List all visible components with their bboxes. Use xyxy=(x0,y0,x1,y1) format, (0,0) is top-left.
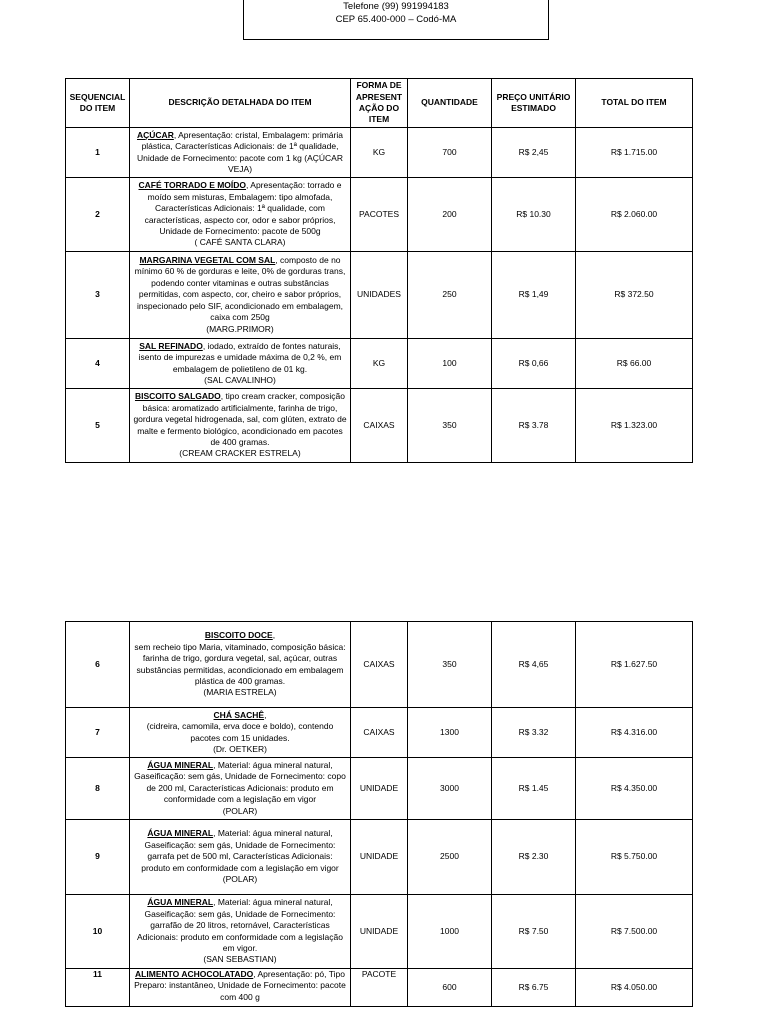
item-brand: ( CAFÉ SANTA CLARA) xyxy=(194,237,286,248)
cell-qty: 700 xyxy=(408,128,492,178)
cell-desc xyxy=(130,389,351,463)
cell-price: R$ 4,65 xyxy=(492,622,576,708)
item-brand: (POLAR) xyxy=(222,805,258,816)
cell-total: R$ 1.323.00 xyxy=(576,389,693,463)
items-table-1 xyxy=(65,78,693,463)
cell-qty: 200 xyxy=(408,178,492,252)
table-row xyxy=(66,128,693,178)
item-desc: , Apresentação: cristal, Embalagem: primária plástica, Características Adicionais: de 1ª qualidade, Unidade de Fornecimento: pacote com 1 kg (AÇÚCAR VEJA) xyxy=(137,129,343,174)
item-desc: , composto de no mínimo 60 % de gorduras e leite, 0% de gorduras trans, podendo conter vitaminas e outras substâncias permitidas, com aspecto, cor, cheiro e sabor próprios, inspecionado pelo SIF, acondicionado em embalagem, caixa com 250g xyxy=(134,255,346,323)
cell-qty: 250 xyxy=(408,252,492,339)
cell-seq: 3 xyxy=(66,252,130,339)
items-table-2 xyxy=(65,621,693,1007)
item-desc: , xyxy=(272,630,276,641)
cell-price: R$ 0,66 xyxy=(492,339,576,389)
item-brand: (MARG.PRIMOR) xyxy=(206,323,274,334)
cell-total: R$ 66.00 xyxy=(576,339,693,389)
table-row xyxy=(66,622,693,708)
table-row xyxy=(66,252,693,339)
cell-desc xyxy=(130,178,351,252)
item-desc: , Material: água mineral natural, Gaseificação: sem gás, Unidade de Fornecimento: garrafão de 20 litros, retornável, Características Adicionais: produto em conformidade com a legislação em vigor. xyxy=(136,897,343,953)
item-brand: (SAL CAVALINHO) xyxy=(204,374,276,385)
cell-seq: 10 xyxy=(66,895,130,969)
item-brand: (POLAR) xyxy=(222,874,258,885)
item-name: ÁGUA MINERAL xyxy=(147,759,214,770)
cell-desc xyxy=(130,758,351,820)
cell-qty: 1000 xyxy=(408,895,492,969)
cell-desc xyxy=(130,128,351,178)
cell-desc xyxy=(130,622,351,708)
table-header-row xyxy=(66,79,693,128)
item-name: ÁGUA MINERAL xyxy=(147,897,214,908)
cell-seq: 6 xyxy=(66,622,130,708)
item-name: MARGARINA VEGETAL COM SAL xyxy=(139,255,276,266)
item-name: AÇÚCAR xyxy=(137,129,174,140)
cell-form: UNIDADE xyxy=(351,820,408,895)
table-row xyxy=(66,339,693,389)
cell-form: KG xyxy=(351,128,408,178)
cell-price: R$ 3.32 xyxy=(492,708,576,758)
cell-qty: 3000 xyxy=(408,758,492,820)
item-desc-extra: sem recheio tipo Maria, vitaminado, composição básica: farinha de trigo, gordura vegetal, sal, açúcar, outras substâncias permitidas, acondicionado em embalagem plástica de 400 gramas. xyxy=(134,641,346,686)
cell-form: UNIDADE xyxy=(351,758,408,820)
item-brand: (SAN SEBASTIAN) xyxy=(203,954,277,965)
table-row xyxy=(66,820,693,895)
item-name: BISCOITO SALGADO xyxy=(134,391,221,402)
cell-qty: 350 xyxy=(408,622,492,708)
cell-total: R$ 4.350.00 xyxy=(576,758,693,820)
cell-seq: 1 xyxy=(66,128,130,178)
cell-qty: 600 xyxy=(408,969,492,1007)
cell-form: KG xyxy=(351,339,408,389)
cell-price: R$ 3.78 xyxy=(492,389,576,463)
cell-qty: 2500 xyxy=(408,820,492,895)
table-row xyxy=(66,178,693,252)
col-header-form: FORMA DE APRESENT AÇÃO DO ITEM xyxy=(351,79,408,128)
cell-form: PACOTE xyxy=(351,969,408,1007)
item-desc: , Material: água mineral natural, Gaseificação: sem gás, Unidade de Fornecimento: copo de 200 ml, Características Adicionais: produto em conformidade com a legislação em vigor xyxy=(134,759,346,805)
cell-total: R$ 7.500.00 xyxy=(576,895,693,969)
cell-form: UNIDADES xyxy=(351,252,408,339)
cell-desc xyxy=(130,969,351,1007)
item-desc: , iodado, extraído de fontes naturais, isento de impurezas e umidade máxima de 0,2 %, em embalagem de polietileno de 01 kg. xyxy=(138,340,342,374)
cell-seq: 9 xyxy=(66,820,130,895)
header-box xyxy=(243,0,549,40)
item-brand: (MARIA ESTRELA) xyxy=(203,687,277,698)
cell-form: CAIXAS xyxy=(351,708,408,758)
item-name: CAFÉ TORRADO E MOÍDO xyxy=(138,180,247,191)
item-desc: , tipo cream cracker, composição básica: aromatizado artificialmente, farinha de trigo, gordura vegetal hidrogenada, sal, com glúten, extrato de malte e fermento biológico, acondicionado em pacotes de 400 gramas. xyxy=(133,391,347,447)
cell-seq: 7 xyxy=(66,708,130,758)
cell-price: R$ 2.30 xyxy=(492,820,576,895)
cell-qty: 100 xyxy=(408,339,492,389)
cell-price: R$ 2,45 xyxy=(492,128,576,178)
cell-desc xyxy=(130,820,351,895)
table-row xyxy=(66,895,693,969)
item-desc: , Material: água mineral natural, Gaseificação: sem gás, Unidade de Fornecimento: garrafa pet de 500 ml, Características Adicionais: produto em conformidade com a legislação em vigor xyxy=(141,828,339,873)
cell-form: UNIDADE xyxy=(351,895,408,969)
table-row xyxy=(66,708,693,758)
col-header-desc: DESCRIÇÃO DETALHADA DO ITEM xyxy=(130,79,351,128)
cell-qty: 350 xyxy=(408,389,492,463)
cell-form: CAIXAS xyxy=(351,622,408,708)
cell-total: R$ 5.750.00 xyxy=(576,820,693,895)
item-name: CHÁ SACHÊ xyxy=(213,709,265,720)
cell-form: CAIXAS xyxy=(351,389,408,463)
cell-seq: 4 xyxy=(66,339,130,389)
cell-total: R$ 2.060.00 xyxy=(576,178,693,252)
cell-seq: 2 xyxy=(66,178,130,252)
cell-desc xyxy=(130,252,351,339)
item-desc-extra: (cidreira, camomila, erva doce e boldo), contendo pacotes com 15 unidades. xyxy=(146,721,334,743)
header-cep: CEP 65.400-000 – Codó-MA xyxy=(335,14,457,25)
header-phone: Telefone (99) 991994183 xyxy=(343,1,449,12)
cell-seq: 8 xyxy=(66,758,130,820)
item-brand: (CREAM CRACKER ESTRELA) xyxy=(179,448,301,459)
table-row xyxy=(66,389,693,463)
item-desc: , Apresentação: torrado e moído sem misturas, Embalagem: tipo almofada, Características Adicionais: 1ª qualidade, com características, aspecto cor, odor e sabor próprios, Unidade de Fornecimento: pacote de 500g xyxy=(144,180,342,236)
item-desc: , Apresentação: pó, Tipo Preparo: instantâneo, Unidade de Fornecimento: pacote com 400 g xyxy=(134,969,346,1002)
col-header-total: TOTAL DO ITEM xyxy=(576,79,693,128)
col-header-unit-price: PREÇO UNITÁRIO ESTIMADO xyxy=(492,79,576,128)
cell-seq: 11 xyxy=(66,969,130,1007)
cell-desc xyxy=(130,895,351,969)
item-name: BISCOITO DOCE xyxy=(204,630,273,641)
item-desc: , xyxy=(264,709,267,720)
cell-desc xyxy=(130,339,351,389)
cell-price: R$ 1,49 xyxy=(492,252,576,339)
col-header-seq: SEQUENCIAL DO ITEM xyxy=(66,79,130,128)
cell-total: R$ 1.715.00 xyxy=(576,128,693,178)
table-row xyxy=(66,969,693,1007)
cell-qty: 1300 xyxy=(408,708,492,758)
table-row xyxy=(66,758,693,820)
item-name: ÁGUA MINERAL xyxy=(147,828,214,839)
cell-desc xyxy=(130,708,351,758)
cell-total: R$ 372.50 xyxy=(576,252,693,339)
item-brand: (Dr. OETKER) xyxy=(213,743,267,754)
cell-price: R$ 6.75 xyxy=(492,969,576,1007)
cell-form: PACOTES xyxy=(351,178,408,252)
item-name: SAL REFINADO xyxy=(139,340,203,351)
cell-price: R$ 10.30 xyxy=(492,178,576,252)
cell-total: R$ 4.050.00 xyxy=(576,969,693,1007)
cell-total: R$ 1.627.50 xyxy=(576,622,693,708)
cell-price: R$ 7.50 xyxy=(492,895,576,969)
cell-seq: 5 xyxy=(66,389,130,463)
cell-price: R$ 1.45 xyxy=(492,758,576,820)
col-header-qty: QUANTIDADE xyxy=(408,79,492,128)
cell-total: R$ 4.316.00 xyxy=(576,708,693,758)
item-name: ALIMENTO ACHOCOLATADO xyxy=(135,969,254,979)
